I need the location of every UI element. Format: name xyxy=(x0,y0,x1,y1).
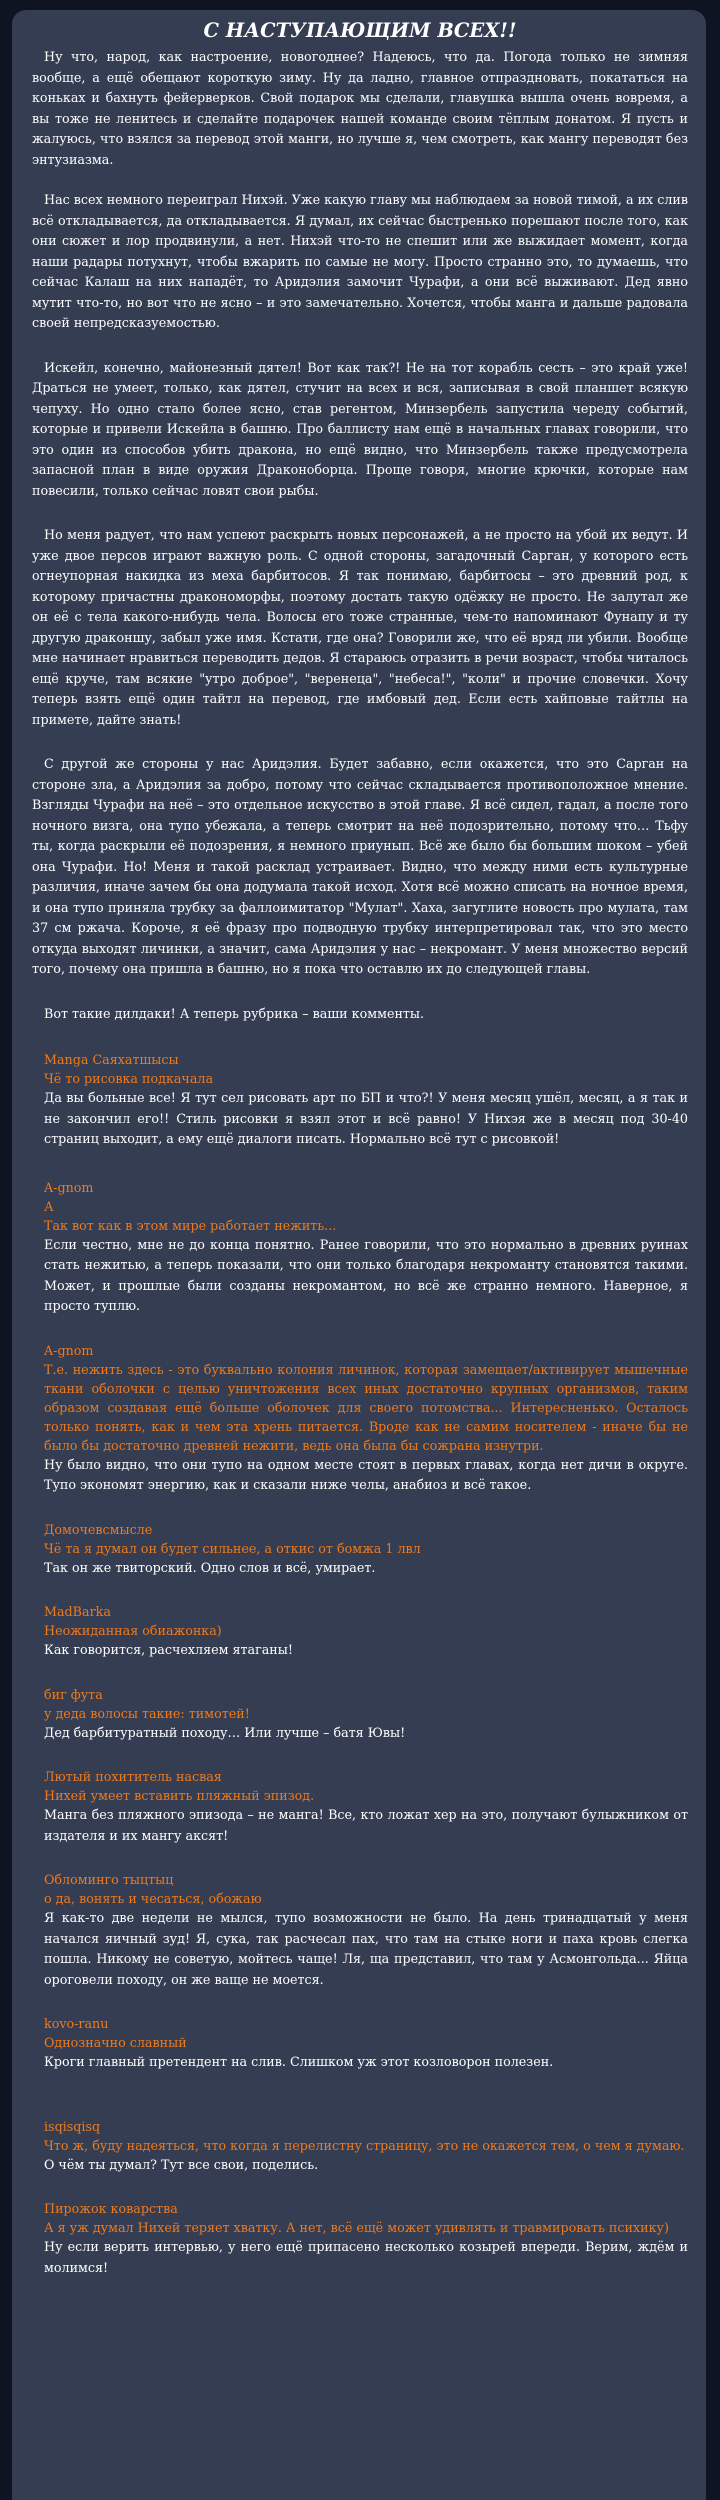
comment-reply: Ну если верить интервью, у него ещё припасено несколько козырей впереди. Верим, ждём и молимся! xyxy=(44,2239,688,2275)
comment-reply: Да вы больные все! Я тут сел рисовать арт по БП и что?! У меня месяц ушёл, месяц, а я так и не закончил его!! Стиль рисовки я взял этот и всё равно! У Нихэя же в месяц под 30-40 страниц выходит, а ему ещё диалоги писать. Нормально всё тут с рисовкой! xyxy=(44,1090,688,1146)
comment-quote: А xyxy=(44,1198,54,1214)
comment-reply: Дед барбитуратный походу… Или лучше – батя Ювы! xyxy=(44,1724,406,1740)
comment-author: MadBarka xyxy=(44,1604,111,1619)
comment-author: Manga Саяхатшысы xyxy=(44,1052,179,1067)
comment-quote: Что ж, буду надеяться, что когда я перелистну страницу, это не окажется тем, о чем я думаю. xyxy=(44,2137,685,2153)
comment xyxy=(44,2199,688,2278)
comment-quote: А я уж думал Нихей теряет хватку. А нет, всё ещё может удивлять и травмировать психику) xyxy=(44,2220,669,2235)
article-card xyxy=(12,10,706,2500)
comment-reply: Так он же твиторский. Одно слов и всё, умирает. xyxy=(44,1559,376,1575)
comment-quote: о да, вонять и чесаться, обожаю xyxy=(44,1891,262,1906)
comment-reply: Я как-то две недели не мылся, тупо возможности не было. На день тринадцатый у меня начался яичный зуд! Я, сука, так расчесал пах, что там на стыке ноги и паха кровь слегка пошла. Никому не советую, мойтесь чаще! Ля, ща представил, что там у Асмонгольда... Яйца ороговели походу, он же ваще не моется. xyxy=(44,1910,688,1987)
comment-quote: Чё та я думал он будет сильнее, а откис от бомжа 1 лвл xyxy=(44,1540,421,1556)
paragraph-iskeil: Искейл, конечно, майонезный дятел! Вот как так?! Не на тот корабль сесть – это край уже! Драться не умеет, только, как дятел, стучит на всех и вся, записывая в свой планшет всякую чепуху. Но одно стало более ясно, став регентом, Минзербель запустила череду событий, которые и привели Искейла в башню. Про баллисту нам ещё в начальных главах говорили, что это один из способов убить дракона, но ещё видно, что Минзербель также предусмотрела запасной план в виде оружия Драконоборца. Проще говоря, многие крючки, которые нам повесили, только сейчас ловят свои рыбы. xyxy=(32,359,688,498)
paragraph-aridelia: С другой же стороны у нас Аридэлия. Будет забавно, если окажется, что это Сарган на стороне зла, а Аридэлия за добро, потому что сейчас складывается противоположное мнение. Взгляды Чурафи на неё – это отдельное искусство в этой главе. Я всё сидел, гадал, а после того ночного визга, она тупо убежала, а теперь смотрит на неё подозрительно, потому что… Тьфу ты, когда раскрыли её подозрения, я немного приунып. Всё же было бы большим шоком – убей она Чурафи. Но! Меня и такой расклад устраивает. Видно, что между ними есть культурные различия, иначе зачем бы она додумала такой исход. Хотя всё можно списать на ночное время, и она тупо приняла трубку за фаллоимитатор "Мулат". Хаха, загуглите новость про мулата, там 37 см ржача. Короче, я её фразу про подводную трубку интерпретировал так, что это место откуда выходят личинки, а значит, сама Аридэлия у нас – некромант. У меня множество версий того, почему она пришла в башню, но я пока что оставлю их до следующей главы. xyxy=(32,756,688,976)
comment xyxy=(44,2014,688,2073)
comment-reply: Как говорится, расчехляем ятаганы! xyxy=(44,1642,293,1657)
paragraph-characters: Но меня радует, что нам успеют раскрыть новых персонажей, а не просто на убой их ведут. И уже двое персов играют важную роль. С одной стороны, загадочный Сарган, у которого есть огнеупорная накидка из меха барбитосов. Я так понимаю, барбитосы – это древний род, к которому причастны дракономорфы, поэтому достать такую одёжку не просто. Не залутал же он её с тела какого-нибудь чела. Волосы его тоже странные, чем-то напоминают Фунапу и ту другую драконшу, забыл уже имя. Кстати, где она? Говорили же, что её вряд ли убили. Вообще мне начинает нравиться переводить дедов. Я стараюсь отразить в речи возраст, чтобы читалось ещё круче, там всякие "утро доброе", "веренеца", "небеса!", "коли" и прочие словечки. Хочу теперь взять ещё один тайтл на перевод, где имбовый дед. Если есть хайповые тайтлы на примете, дайте знать! xyxy=(32,527,688,727)
comment xyxy=(44,1602,688,1661)
comment-reply: О чём ты думал? Тут все свои, поделись. xyxy=(44,2156,319,2172)
comment-author: Лютый похититель насвая xyxy=(44,1769,222,1784)
comment-author: isqisqisq xyxy=(44,2118,101,2134)
page-title: С НАСТУПАЮЩИМ ВСЕХ!! xyxy=(203,19,517,42)
paragraph-intro: Ну что, народ, как настроение, новогоднее? Надеюсь, что да. Погода только не зимняя вообще, а ещё обещают короткую зиму. Ну да ладно, главное отпраздновать, покататься на коньках и бахнуть фейерверков. Свой подарок мы сделали, главушка вышла очень вовремя, а вы тоже не ленитесь и сделайте подарочек нашей команде своим тёплым донатом. Я пусть и жалуюсь, что взялся за перевод этой манги, но лучше я, чем смотреть, как мангу переводят без энтузиазма. xyxy=(32,49,688,167)
comment-author: A-gnom xyxy=(44,1179,94,1195)
comment xyxy=(44,1341,688,1496)
paragraph-nihei: Нас всех немного переиграл Нихэй. Уже какую главу мы наблюдаем за новой тимой, а их слив всё откладывается, да откладывается. Я думал, их сейчас быстренько порешают после того, как они сюжет и лор продвинули, а нет. Нихэй что-то не спешит или же выжидает момент, когда наши радары потухнут, чтобы вжарить по самые не могу. Просто странно это, то думаешь, что сейчас Калаш на них нападёт, то Аридэлия замочит Чурафи, а они всё выживают. Дед явно мутит что-то, но вот что не ясно – и это замечательно. Хочется, чтобы манга и дальше радовала своей непредсказуемостью. xyxy=(32,192,688,330)
comment-author: Домочевсмысле xyxy=(44,1521,153,1537)
comment xyxy=(44,1870,688,1990)
comment-quote: Так вот как в этом мире работает нежить... xyxy=(44,1217,337,1233)
comment xyxy=(44,1685,688,1744)
comment xyxy=(44,2117,688,2176)
comment-author: kovo-ranu xyxy=(44,2016,109,2031)
comment-reply: Если честно, мне не до конца понятно. Ранее говорили, что это нормально в древних руинах стать нежитью, а теперь показали, что они только благодаря некроманту становятся такими. Может, и прошлые были созданы некромантом, но всё же странно немного. Наверное, я просто туплю. xyxy=(44,1236,688,1313)
comment-author: A-gnom xyxy=(44,1342,94,1358)
comment-quote: у деда волосы такие: тимотей! xyxy=(44,1705,250,1721)
comment xyxy=(44,1767,688,1846)
comment xyxy=(44,1050,688,1150)
comment-quote: Однозначно славный xyxy=(44,2035,187,2050)
comment-quote: Нихей умеет вставить пляжный эпизод. xyxy=(44,1788,315,1803)
comment xyxy=(44,1178,688,1317)
comment-author: Обломинго тыцтыц xyxy=(44,1872,174,1887)
comment-quote: Неожиданная обиажонка) xyxy=(44,1623,222,1638)
comment-author: биг фута xyxy=(44,1686,103,1702)
comment-author: Пирожок коварства xyxy=(44,2201,178,2216)
comment-quote: Т.е. нежить здесь - это буквально колония личинок, которая замещает/активирует мышечные ткани оболочки с целью уничтожения всех иных достаточно крупных организмов, таким образом создавая ещё больше оболочек для своего потомства... Интересненько. Осталось только понять, как и чем эта хрень питается. Вроде как не самим носителем - иначе бы не было бы достаточно древней нежити, ведь она была бы сожрана изнутри. xyxy=(44,1361,688,1453)
comment-reply: Кроги главный претендент на слив. Слишком уж этот козловорон полезен. xyxy=(44,2054,554,2069)
comment-quote: Чё то рисовка подкачала xyxy=(44,1071,214,1086)
comment xyxy=(44,1520,688,1579)
comment-reply: Ну было видно, что они тупо на одном месте стоят в первых главах, когда нет дичи в округе. Тупо экономят энергию, как и сказали ниже челы, анабиоз и всё такое. xyxy=(44,1456,688,1492)
comment-reply: Манга без пляжного эпизода – не манга! Все, кто ложат хер на это, получают булыжником от издателя и их мангу аксят! xyxy=(44,1807,688,1843)
paragraph-comments-intro: Вот такие дилдаки! А теперь рубрика – ваши комменты. xyxy=(44,1005,425,1021)
